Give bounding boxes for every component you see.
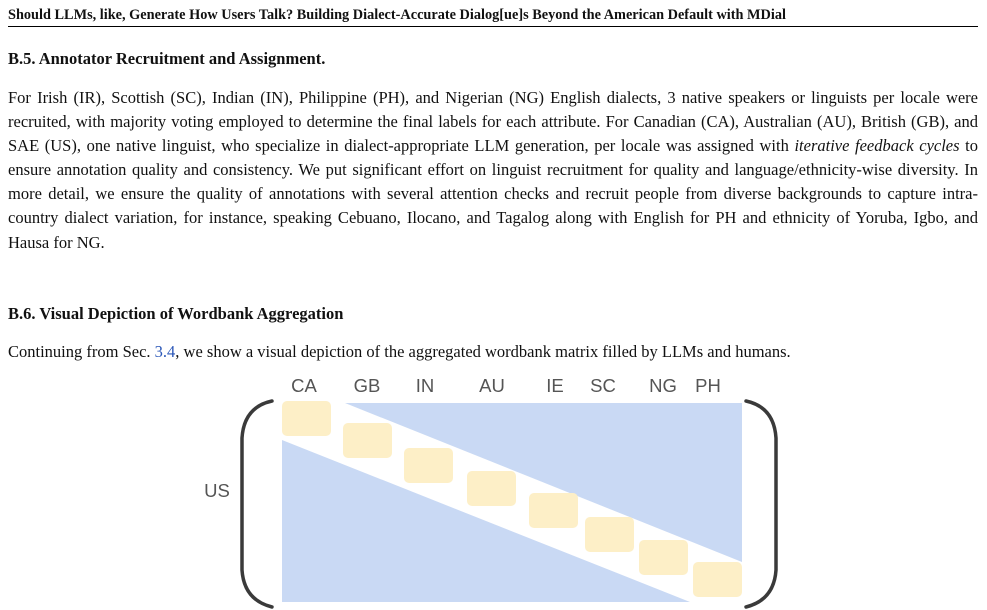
- column-label-sc: SC: [590, 375, 616, 396]
- diagonal-cell-5: [529, 493, 578, 528]
- running-header: [8, 7, 978, 27]
- row-label-us: US: [204, 480, 230, 501]
- paragraph-b5-part2: to ensure annotation quality and consistency. We put significant effort on linguist recruitment for quality and language/ethnicity-wise diversity. In more detail, we ensure the quality of annotations with several attention checks and recruit people from diverse backgrounds to capture intra-country dialect variation, for instance, speaking Cebuano, Ilocano, and Tagalog along with English for PH and ethnicity of Yoruba, Igbo, and Hausa for NG.: [8, 136, 978, 252]
- section-heading-b6: B.6. Visual Depiction of Wordbank Aggregation: [8, 304, 344, 323]
- section-ref-link[interactable]: 3.4: [154, 342, 176, 361]
- column-labels: [291, 375, 721, 396]
- column-label-ng: NG: [649, 375, 677, 396]
- paragraph-b5: [8, 86, 978, 255]
- column-label-ie: IE: [546, 375, 564, 396]
- left-matrix-bracket: [242, 401, 272, 607]
- column-label-ca: CA: [291, 375, 317, 396]
- column-label-gb: GB: [353, 375, 381, 396]
- diagonal-cell-3: [404, 448, 453, 483]
- paragraph-b5-part1: For Irish (IR), Scottish (SC), Indian (IN), Philippine (PH), and Nigerian (NG) English dialects, 3 native speakers or linguists per locale were recruited, with majority voting employed to determine the final labels for each attribute. For Canadian (CA), Australian (AU), British (GB), and SAE (US), one native linguist, who specialize in dialect-appropriate LLM generation, per locale was assigned with: [8, 88, 978, 156]
- paragraph-b6-part1: Continuing from Sec.: [8, 342, 155, 361]
- running-title: Should LLMs, like, Generate How Users Talk? Building Dialect-Accurate Dialog[ue]s Beyond the American Default with MDial: [8, 7, 786, 23]
- column-label-ph: PH: [695, 375, 721, 396]
- diagonal-cell-2: [343, 423, 392, 458]
- paragraph-b6-part2: , we show a visual depiction of the aggregated wordbank matrix filled by LLMs and humans.: [175, 342, 791, 361]
- iterative-feedback-emphasis: iterative feedback cycles: [794, 136, 960, 156]
- diagonal-cell-7: [639, 540, 688, 575]
- column-label-in: IN: [415, 375, 435, 396]
- section-heading-b5: B.5. Annotator Recruitment and Assignment.: [8, 49, 326, 68]
- column-label-au: AU: [479, 375, 505, 396]
- right-matrix-bracket: [746, 401, 776, 607]
- wordbank-matrix-figure: [0, 370, 987, 610]
- diagonal-cell-8: [693, 562, 742, 597]
- diagonal-cell-1: [282, 401, 331, 436]
- paragraph-b6: [8, 340, 978, 364]
- diagonal-cell-4: [467, 471, 516, 506]
- diagonal-cell-6: [585, 517, 634, 552]
